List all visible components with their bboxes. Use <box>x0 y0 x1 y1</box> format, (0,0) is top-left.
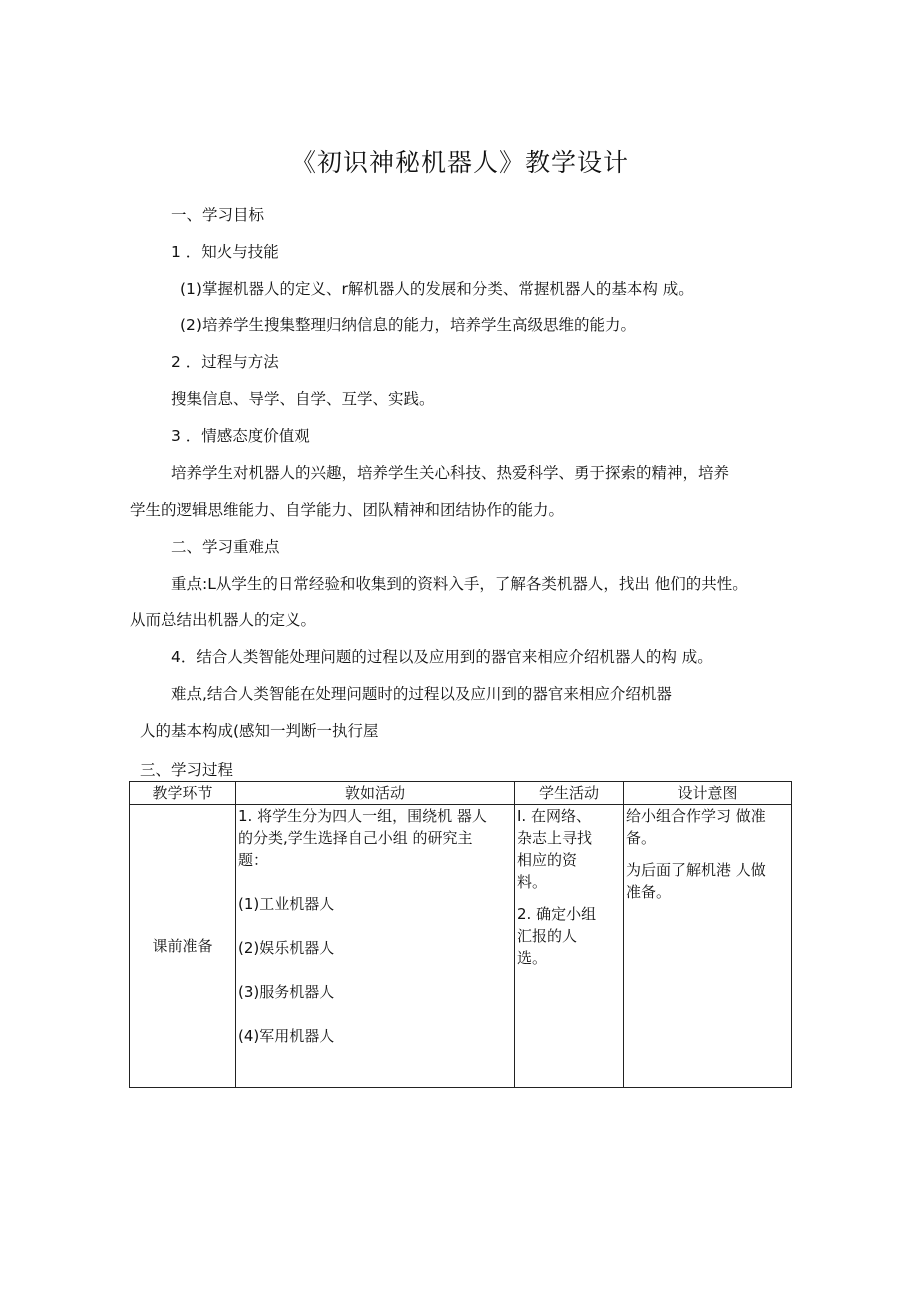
header-design-intent: 设计意图 <box>624 782 792 805</box>
difficulty-line-1: 难点,结合人类智能在处理问题时的过程以及应川到的器官来相应介绍机器 <box>171 685 672 703</box>
student-text-line: 选。 <box>517 949 548 967</box>
student-text-line: I. 在网络、 <box>517 807 591 825</box>
objective-item-2: (2)培养学生搜集整理归纳信息的能力，培养学生高级思维的能力。 <box>180 316 636 334</box>
intent-text-line: 备。 <box>626 829 657 847</box>
teacher-text-line: 的分类,学生选择自己小组 的研究主 <box>238 829 473 847</box>
intent-text-line: 准备。 <box>626 883 672 901</box>
student-text-line: 料。 <box>517 873 548 891</box>
teacher-text-line: 1. 将学生分为四人一组，围绕机 器人 <box>238 807 487 825</box>
learning-process-table <box>129 781 792 1088</box>
teacher-activity-cell <box>236 805 515 1088</box>
section-heading-process: 三、学习过程 <box>140 761 234 779</box>
table-row <box>130 805 792 1088</box>
subheading-knowledge: 1 ．知火与技能 <box>171 243 279 261</box>
header-student-activity: 学生活动 <box>515 782 624 805</box>
difficulty-line-2: 人的基本构成(感知一判断一执行屋 <box>140 722 379 740</box>
header-teacher-activity: 敦如活动 <box>236 782 515 805</box>
key-point-line-2: 从而总结出机器人的定义。 <box>130 611 317 629</box>
intent-text-line: 为后面了解机港 人做 <box>626 861 766 879</box>
teacher-text-line: 题： <box>238 851 269 869</box>
subheading-attitude: 3 ．情感态度价值观 <box>171 427 310 445</box>
header-stage: 教学环节 <box>130 782 236 805</box>
objective-item-1: (1)掌握机器人的定义、r解机器人的发展和分类、常握机器人的基本构 成。 <box>180 280 694 298</box>
student-text-line: 汇报的人 <box>517 927 578 945</box>
robot-category-item: (3)服务机器人 <box>238 983 335 1001</box>
document-title: 《初识神秘机器人》教学设计 <box>290 148 629 177</box>
robot-category-item: (1)工业机器人 <box>238 895 335 913</box>
attitude-text-line-2: 学生的逻辑思维能力、自学能力、团队精神和团结协作的能力。 <box>130 501 565 519</box>
attitude-text-line-1: 培养学生对机器人的兴趣，培养学生关心科技、热爱科学、勇于探索的精神，培养 <box>171 464 730 482</box>
student-text-line: 杂志上寻找 <box>517 829 593 847</box>
section-heading-objectives: 一、学习目标 <box>171 206 265 224</box>
subheading-process: 2 ．过程与方法 <box>171 353 279 371</box>
stage-cell: 课前准备 <box>130 805 236 1088</box>
table-header-row <box>130 782 792 805</box>
intent-text-line: 给小组合作学习 做准 <box>626 807 766 825</box>
key-point-4: 4．结合人类智能处理问题的过程以及应用到的器官来相应介绍机器人的构 成。 <box>171 648 713 666</box>
process-text: 搜集信息、导学、自学、互学、实践。 <box>171 390 435 408</box>
student-text-line: 相应的资 <box>517 851 578 869</box>
design-intent-cell <box>624 805 792 1088</box>
key-point-line-1: 重点:L从学生的日常经验和收集到的资料入手，了解各类机器人，找出 他们的共性。 <box>171 575 748 593</box>
robot-category-item: (2)娱乐机器人 <box>238 939 335 957</box>
robot-category-item: (4)军用机器人 <box>238 1027 335 1045</box>
student-text-line: 2. 确定小组 <box>517 905 597 923</box>
section-heading-key-points: 二、学习重难点 <box>171 538 280 556</box>
student-activity-cell <box>515 805 624 1088</box>
